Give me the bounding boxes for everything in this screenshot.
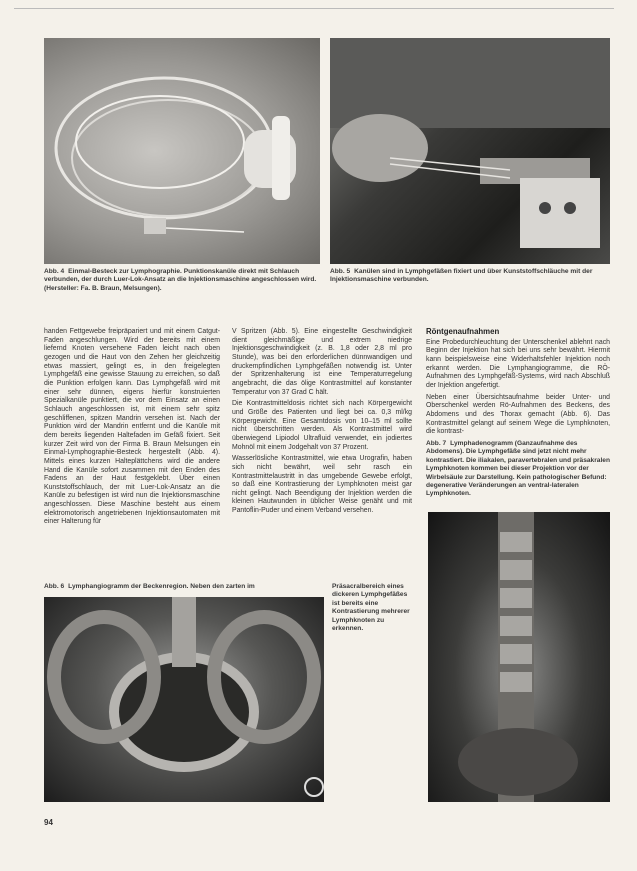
- figure-7-caption: [426, 440, 610, 499]
- figure-5-caption: [330, 268, 610, 285]
- left-paragraph-1: handen Fettgewebe freipräpariert und mit einem Catgut-Faden angeschlungen. Wird der bereits mit einem liefernd Knoten versehene Faden leicht nach oben gezogen und die Haut von den Zehen her gleichzeitig etwas massiert, gelingt es, in den freigelegten Lymphgefäß eine gewisse Stauung zu erreichen, so daß die Punktion erfolgen kann. Das Lymphgefäß wird mit einer sehr dünnen, eigens hierfür konstruierten Spezialkanüle punktiert, die vor dem Einsatz an einen Schlauch angeschlossen ist, mit einem sehr spitz geschliffenen, spitzen Mandrin versehen ist. Nach der Punktion wird der Mandrin entfernt und die Kanüle mit dem bereits liegenden Haltefaden im Gefäß fixiert. Seit kurzer Zeit wird von der Firma B. Braun Melsungen ein Einmal-Lymphographie-Besteck hergestellt (Abb. 4). Mittels eines kurzen Halteplättchens wird die andere Hand die Kanüle sofort zusammen mit den Enden des Fadens an der Haut festgeklebt. Über einen Kunststoffschlauch, der mit Luer-Lok-Ansatz an die Kanüle zu befestigen ist wird nun die Injektionsmaschine angeschlossen. Diese Maschine besteht aus einem elektromotorisch angetriebenen Injektionsautomaten mit einer Halterung für: [44, 328, 220, 526]
- figure-5-label: Abb. 5: [330, 268, 351, 275]
- figure-6-pelvis-radiograph: [44, 597, 324, 802]
- figure-5-photo: [330, 38, 610, 264]
- spine-illustration: [428, 512, 610, 802]
- figure-6-caption-cont-text: Präsacralbereich eines dickeren Lymphgefäßes ist bereits eine Kontrastierung mehrerer Lymphknoten zu erkennen.: [332, 583, 410, 633]
- page-number: 94: [44, 818, 53, 827]
- figure-4-photo: [44, 38, 320, 264]
- left-text-column: [44, 328, 220, 530]
- figure-4-caption: [44, 268, 322, 293]
- figure-4-caption-text: Einmal-Besteck zur Lymphographie. Punktionskanüle direkt mit Schlauch verbunden, der durch Luer-Lok-Ansatz an die Injektionsmaschine angeschlossen wird. (Hersteller: Fa. B. Braun, Melsungen).: [44, 268, 317, 292]
- top-rule: [14, 8, 614, 9]
- figure-6-caption-text: Lymphangiogramm der Beckenregion. Neben den zarten im: [68, 583, 255, 590]
- figure-5-caption-text: Kanülen sind in Lymphgefäßen fixiert und über Kunststoffschläuche mit der Injektionsmaschine verbunden.: [330, 268, 593, 284]
- figure-7-caption-text: Lymphadenogramm (Ganzaufnahme des Abdomens). Die Lymphgefäße sind jetzt nicht mehr kontrastiert. Die iliakalen, paravertebralen und präsakralen Lymphknoten kommen bei dieser Projektion vor der Wirbelsäule zur Darstellung. Kein pathologischer Befund: degenerative Veränderungen an ventral-lateralen Lymphknoten.: [426, 440, 610, 498]
- figure-6-label: Abb. 6: [44, 583, 65, 590]
- tubing-set-illustration: [44, 38, 320, 264]
- figure-6-caption: [44, 583, 330, 591]
- section-heading: Röntgenaufnahmen: [426, 327, 500, 336]
- pelvis-illustration: [44, 597, 324, 802]
- middle-paragraph-2: Die Kontrastmitteldosis richtet sich nach Körpergewicht und Größe des Patienten und liegt bei ca. 0,3 ml/kg Körpergewicht. Eine Gesamtdosis von 10–15 ml sollte nicht überschritten werden. Als Kontrastmittel wird überwiegend Lipiodol Ultrafluid verwendet, ein jodiertes Mohnöl mit einem Jodgehalt von 37 Prozent.: [232, 400, 412, 451]
- middle-text-column: [232, 328, 412, 519]
- figure-7-label: Abb. 7: [426, 440, 447, 447]
- right-paragraph-2: Neben einer Übersichtsaufnahme beider Unter- und Oberschenkel werden Rö-Aufnahmen des Beckens, des Abdomens und des Thorax gemacht (Abb. 6). Das Kontrastmittel gelangt auf seinem Wege die Lymphknoten, die kontrast-: [426, 393, 610, 436]
- figure-6-caption-continued: [332, 583, 416, 633]
- middle-paragraph-1: V Spritzen (Abb. 5). Eine eingestellte Geschwindigkeit dient gleichmäßige und extrem niedrige Injektionsgeschwindigkeit (z. B. 1,8 oder 2,8 ml pro Stunde), was bei den erforderlichen dünnwandigen und druckempfindlichen Lymphgefäßen notwendig ist. Unter der Spritzenhalterung ist eine Temperaturregelung angebracht, die das ölige Kontrastmittel auf konstanter Temperatur von 37 Grad C hält.: [232, 328, 412, 396]
- right-paragraph-1: Eine Probedurchleuchtung der Unterschenkel ablehnt nach Beginn der Injektion hat sich bei uns sehr bewährt. Hiermit kann beispielsweise eine Widerhaltsfehler Injektion noch erkannt werden. Die Lymphangiogramme, die RÖ-Aufnahmen des Lymphgefäß-Systems, wird nach Abschluß der Injektion angefertigt.: [426, 338, 610, 389]
- injection-machine-illustration: [330, 38, 610, 264]
- right-text-column: [426, 328, 610, 440]
- figure-7-abdomen-radiograph: [428, 512, 610, 802]
- figure-4-label: Abb. 4: [44, 268, 65, 275]
- middle-paragraph-3: Wasserlösliche Kontrastmittel, wie etwa Urografin, haben sich nicht bewährt, weil sehr rasch ein Kontrastmittelaustritt in das umgebende Gewebe erfolgt, so daß eine Kontrastierung der Lymphknoten meist gar nicht gelingt. Nach Beendigung der Injektion werden die kleinen Hautwunden in üblicher Weise genäht und mit Pantoflin-Puder und einem Verband versehen.: [232, 455, 412, 515]
